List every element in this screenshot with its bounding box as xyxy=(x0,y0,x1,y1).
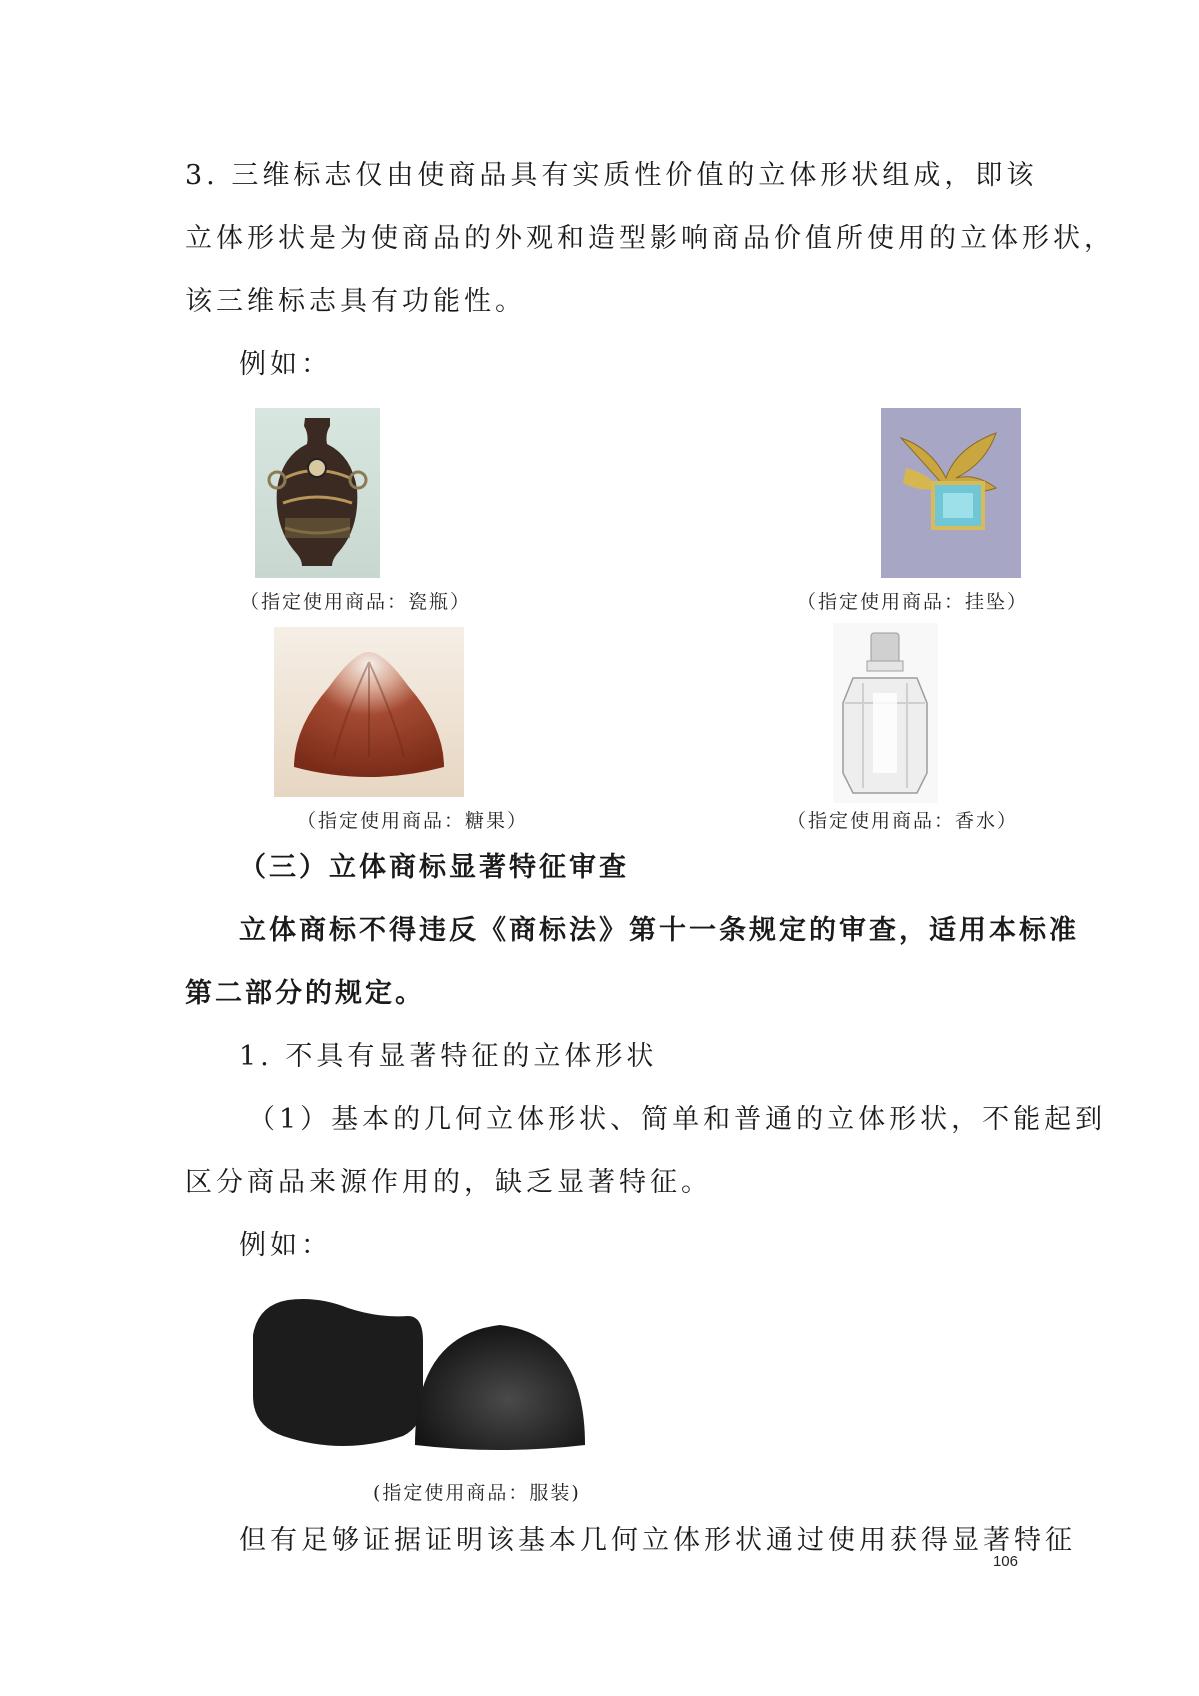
example-label: 例如： xyxy=(239,349,332,380)
caption-vase: （指定使用商品：瓷瓶） xyxy=(240,591,472,613)
caption-pendant: （指定使用商品：挂坠） xyxy=(797,591,1029,613)
caption-perfume: （指定使用商品：香水） xyxy=(787,810,1019,832)
paragraph-line: （1）基本的几何立体形状、简单和普通的立体形状，不能起到 xyxy=(248,1104,1107,1135)
paragraph-line: 该三维标志具有功能性。 xyxy=(185,286,526,317)
vase-image xyxy=(255,408,380,578)
bold-paragraph-line: 立体商标不得违反《商标法》第十一条规定的审查，适用本标准 xyxy=(239,915,1079,946)
paragraph-line: 区分商品来源作用的，缺乏显著特征。 xyxy=(185,1167,712,1198)
paragraph-line: 但有足够证据证明该基本几何立体形状通过使用获得显著特征 xyxy=(239,1525,1076,1556)
example-label: 例如： xyxy=(239,1230,332,1261)
candy-image xyxy=(274,627,464,797)
section-heading: （三）立体商标显著特征审查 xyxy=(239,852,629,883)
paragraph-line: 立体形状是为使商品的外观和造型影响商品价值所使用的立体形状， xyxy=(185,223,1115,254)
perfume-image xyxy=(833,623,938,803)
paragraph-line: 3. 三维标志仅由使商品具有实质性价值的立体形状组成，即该 xyxy=(185,160,1038,191)
clothing-shapes-image xyxy=(245,1285,585,1460)
caption-clothing: (指定使用商品：服装) xyxy=(373,1482,581,1504)
page-number: 106 xyxy=(992,1553,1018,1570)
bold-paragraph-line: 第二部分的规定。 xyxy=(185,978,425,1009)
caption-candy: （指定使用商品：糖果） xyxy=(297,810,529,832)
pendant-image xyxy=(881,408,1021,578)
list-item-heading: 1. 不具有显著特征的立体形状 xyxy=(239,1041,658,1072)
